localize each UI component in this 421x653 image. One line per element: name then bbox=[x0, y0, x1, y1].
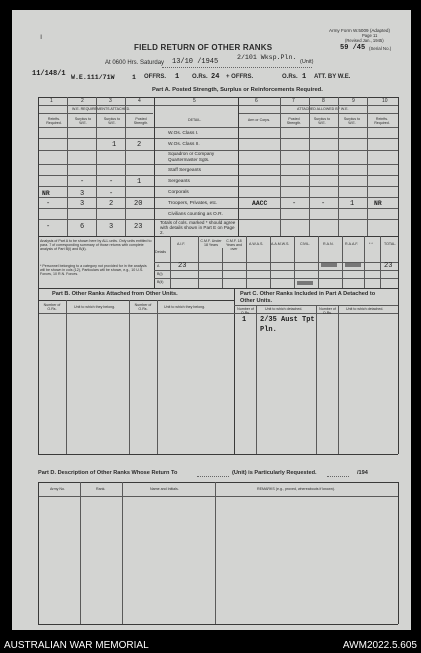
col-number: 10 bbox=[382, 98, 388, 104]
sub-header-left: Posted Strength. bbox=[133, 117, 149, 125]
cell-value: - bbox=[109, 190, 114, 198]
part-b-title: Part B. Other Ranks Attached from Other Units. bbox=[52, 291, 178, 297]
analysis-row-label: A bbox=[157, 264, 160, 268]
form-revised: (Revised Jan., 1945) bbox=[345, 38, 384, 43]
cell-value: 1 bbox=[112, 141, 117, 149]
analysis-head: TOTAL. bbox=[384, 242, 397, 246]
analysis-head: CIVIL. bbox=[300, 242, 310, 246]
cell-value: 3 bbox=[80, 190, 85, 198]
offrs-label: OFFRS. bbox=[144, 74, 166, 80]
col-number: 2 bbox=[81, 98, 84, 104]
part-d-head: Name and Initials. bbox=[150, 487, 179, 491]
plus-offrs-label: + OFFRS. bbox=[226, 74, 254, 80]
footer-accession: AWM2022.5.605 bbox=[342, 640, 417, 651]
cell-value: - bbox=[46, 223, 51, 231]
part-c-head: Number of O.Rs. bbox=[237, 307, 254, 315]
cell-value: 1 bbox=[350, 200, 355, 208]
analysis-aif-value: 23 bbox=[178, 262, 187, 270]
row-detail: Totals of cols. marked * should agree with details shown in Part E on Page 2. bbox=[160, 220, 236, 235]
reference-number: 11/148/1 bbox=[32, 70, 66, 78]
part-c-entry-unit: 2/35 Aust Tpt bbox=[260, 316, 315, 324]
redaction-block bbox=[321, 263, 337, 267]
part-c-head: Number of O.Rs. bbox=[319, 307, 336, 315]
redaction-block bbox=[345, 263, 361, 267]
part-d-head: Army No. bbox=[50, 487, 65, 491]
unit-name: 2/101 Wksp.Pln. bbox=[237, 54, 297, 61]
sub-header-right: Reinfts. Required. bbox=[374, 117, 390, 125]
analysis-note-2: * Personnel belonging to a category not provided for in the analysis will be shown in cols (12), Particulars will be shown, e.g., 10 U.S. Forces, 10 R.N. Forces. bbox=[40, 264, 147, 276]
cell-value: 1 bbox=[137, 178, 142, 186]
cell-value: 2 bbox=[137, 141, 142, 149]
part-d-head: Rank. bbox=[96, 487, 106, 491]
part-d-title-unit: (Unit) is Particularly Requested. bbox=[232, 470, 317, 476]
redaction-block bbox=[297, 281, 313, 285]
analysis-head: R.A.N. bbox=[323, 242, 334, 246]
part-b-head: Unit to which they belong. bbox=[74, 305, 116, 309]
analysis-row-label: B(ii) bbox=[157, 280, 164, 284]
ors-label: O.Rs. bbox=[192, 74, 208, 80]
col-number: 7 bbox=[292, 98, 295, 104]
col-number: 6 bbox=[255, 98, 258, 104]
analysis-head: A.I.F. bbox=[177, 242, 186, 246]
offrs-value: 1 bbox=[175, 73, 180, 81]
cell-value: NR bbox=[374, 200, 382, 207]
cell-value: 3 bbox=[80, 200, 85, 208]
part-c-head: Unit to which detached. bbox=[346, 307, 384, 311]
row-detail: Troopers, Privates, etc. bbox=[168, 201, 218, 206]
part-d-title: Part D. Description of Other Ranks Whose Return To bbox=[38, 470, 178, 476]
ors2-label: O.Rs. bbox=[282, 74, 298, 80]
part-b-head: Number of O.Rs. bbox=[134, 303, 152, 311]
at-date: 13/10 /1945 bbox=[172, 58, 219, 66]
analysis-head: Details bbox=[155, 250, 166, 254]
part-d-head: REMARKS (e.g., proved, whereabouts if known). bbox=[257, 487, 335, 491]
detail-header: DETAIL. bbox=[188, 118, 202, 122]
analysis-note: Analysis of Part A to be shown here by ALL units. Only units entitled to para. 7 of corresponding summary of those returns with complete analysis of Part B(i) and B(ii). bbox=[40, 239, 152, 251]
cell-value: - bbox=[80, 178, 85, 186]
form-page bbox=[12, 10, 411, 630]
cell-value: 20 bbox=[134, 200, 143, 208]
cell-value: - bbox=[46, 200, 51, 208]
punch-mark: ı bbox=[40, 32, 43, 41]
col-number: 5 bbox=[193, 98, 196, 104]
analysis-head: A.W.A.S. bbox=[249, 242, 264, 246]
part-c-entry-number: 1 bbox=[242, 316, 247, 324]
analysis-head: * * bbox=[369, 242, 373, 246]
cell-value: - bbox=[292, 200, 297, 208]
form-title: FIELD RETURN OF OTHER RANKS bbox=[134, 43, 273, 52]
sub-header-right: Posted Strength. bbox=[286, 117, 302, 125]
col-number: 3 bbox=[109, 98, 112, 104]
analysis-head: C.M.F. 18 Years and over bbox=[225, 239, 243, 251]
right-group-header: ATTACHED ALLOWED BY W.E. bbox=[297, 107, 349, 111]
footer-source: AUSTRALIAN WAR MEMORIAL bbox=[4, 640, 149, 651]
analysis-row-label: B(i) bbox=[157, 272, 163, 276]
part-c-head: Unit to which detached. bbox=[265, 307, 303, 311]
cell-value: 23 bbox=[134, 223, 143, 231]
cell-value: - bbox=[321, 200, 326, 208]
cell-value: 3 bbox=[109, 223, 114, 231]
col-number: 8 bbox=[322, 98, 325, 104]
analysis-head: C.M.F. Under 18 Years bbox=[200, 239, 222, 247]
form-page-label: Page 11 bbox=[362, 33, 378, 38]
form-number: Army Form W.5009 (Adapted) bbox=[329, 28, 391, 33]
cell-value: NR bbox=[42, 190, 50, 197]
at-line-prefix: At 0600 Hrs. Saturday bbox=[105, 60, 165, 66]
cell-value: AACC bbox=[252, 200, 268, 207]
cell-value: 2 bbox=[109, 200, 114, 208]
row-detail: Sergeants bbox=[168, 179, 190, 184]
cell-value: - bbox=[109, 178, 114, 186]
we-value: 1 bbox=[132, 74, 136, 81]
row-detail: Civilians counting as O.R. bbox=[168, 212, 223, 217]
sub-header-right: Surplus to W.E. bbox=[313, 117, 331, 125]
cell-value: 6 bbox=[80, 223, 85, 231]
row-detail: Squadron or Company Quartermaster Sgts. bbox=[168, 151, 215, 162]
ors-value: 24 bbox=[211, 73, 220, 81]
left-group-header: W.E. REQUIREMENTS ATTACHED. bbox=[72, 107, 131, 111]
part-d-title-date: /194 bbox=[357, 470, 368, 476]
row-detail: W.Os. Class I. bbox=[168, 131, 199, 136]
part-a-title: Part A. Posted Strength, Surplus or Reinforcements Required. bbox=[152, 87, 323, 93]
sub-header-left: Reinfts. Required. bbox=[46, 117, 62, 125]
att-label: ATT. BY W.E. bbox=[314, 74, 351, 80]
col-number: 4 bbox=[138, 98, 141, 104]
sub-header-left: Surplus to W.E. bbox=[103, 117, 121, 125]
analysis-head: R.A.A.F. bbox=[345, 242, 359, 246]
we-reference: W.E.111/71W bbox=[71, 74, 115, 81]
sub-header-left: Surplus to W.E. bbox=[74, 117, 92, 125]
analysis-head: A.A.M.W.S. bbox=[271, 242, 290, 246]
part-b-head: Unit to which they belong. bbox=[164, 305, 206, 309]
analysis-total-value: 23 bbox=[384, 262, 393, 270]
ors2-value: 1 bbox=[302, 73, 307, 81]
part-b-head: Number of O.Rs. bbox=[43, 303, 61, 311]
serial-label: (Serial No.) bbox=[369, 46, 392, 51]
sub-header-right: Arm or Corps. bbox=[247, 118, 271, 122]
sub-header-right: Surplus to W.E. bbox=[343, 117, 361, 125]
footer-bar bbox=[0, 636, 421, 653]
part-c-title: Part C. Other Ranks Included in Part A Detached to Other Units. bbox=[240, 291, 376, 304]
part-c-entry-unit-cont: Pln. bbox=[260, 326, 277, 334]
row-detail: Corporals bbox=[168, 190, 189, 195]
col-number: 1 bbox=[50, 98, 53, 104]
col-number: 9 bbox=[352, 98, 355, 104]
unit-label: (Unit) bbox=[300, 59, 314, 65]
row-detail: Staff Sergeants bbox=[168, 168, 201, 173]
serial-number: 59 /45 bbox=[340, 44, 366, 52]
row-detail: W.Os. Class II. bbox=[168, 142, 200, 147]
